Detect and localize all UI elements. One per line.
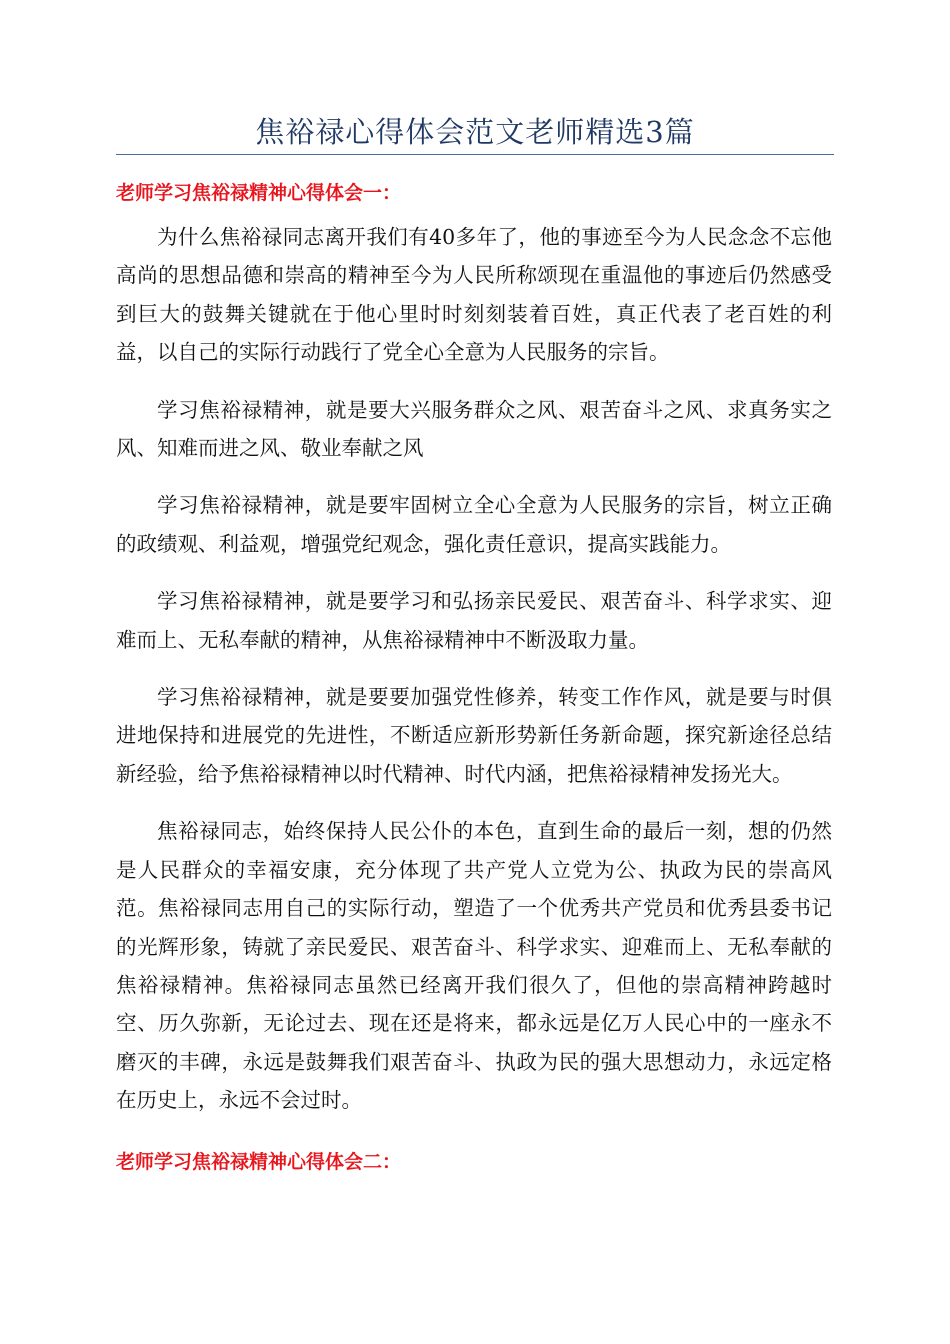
document-body: [116, 170, 832, 1185]
title-underline: [116, 154, 834, 155]
paragraph: 学习焦裕禄精神，就是要牢固树立全心全意为人民服务的宗旨，树立正确的政绩观、利益观，增强党纪观念，强化责任意识，提高实践能力。: [116, 493, 832, 556]
paragraph: 学习焦裕禄精神，就是要学习和弘扬亲民爱民、艰苦奋斗、科学求实、迎难而上、无私奉献的精神，从焦裕禄精神中不断汲取力量。: [116, 589, 832, 652]
section-heading-two: 老师学习焦裕禄精神心得体会二：: [116, 1150, 402, 1173]
document-title: 焦裕禄心得体会范文老师精选3篇: [255, 115, 695, 149]
paragraph: 学习焦裕禄精神，就是要要加强党性修养，转变工作作风，就是要与时俱进地保持和进展党的先进性，不断适应新形势新任务新命题，探究新途径总结新经验，给予焦裕禄精神以时代精神、时代内涵，把焦裕禄精神发扬光大。: [116, 685, 832, 786]
paragraph: 焦裕禄同志，始终保持人民公仆的本色，直到生命的最后一刻，想的仍然是人民群众的幸福安康，充分体现了共产党人立党为公、执政为民的崇高风范。焦裕禄同志用自己的实际行动，塑造了一个优秀共产党员和优秀县委书记的光辉形象，铸就了亲民爱民、艰苦奋斗、科学求实、迎难而上、无私奉献的焦裕禄精神。焦裕禄同志虽然已经离开我们很久了，但他的崇高精神跨越时空、历久弥新，无论过去、现在还是将来，都永远是亿万人民心中的一座永不磨灭的丰碑，永远是鼓舞我们艰苦奋斗、执政为民的强大思想动力，永远定格在历史上，永远不会过时。: [116, 819, 832, 1113]
paragraph: 学习焦裕禄精神，就是要大兴服务群众之风、艰苦奋斗之风、求真务实之风、知难而进之风、敬业奉献之风: [116, 397, 832, 461]
section-heading-one: 老师学习焦裕禄精神心得体会一：: [116, 182, 402, 204]
paragraph: 为什么焦裕禄同志离开我们有40多年了，他的事迹至今为人民念念不忘他高尚的思想品德和崇高的精神至今为人民所称颂现在重温他的事迹后仍然感受到巨大的鼓舞关键就在于他心里时时刻刻装着百姓，真正代表了老百姓的利益，以自己的实际行动践行了党全心全意为人民服务的宗旨。: [116, 225, 832, 365]
